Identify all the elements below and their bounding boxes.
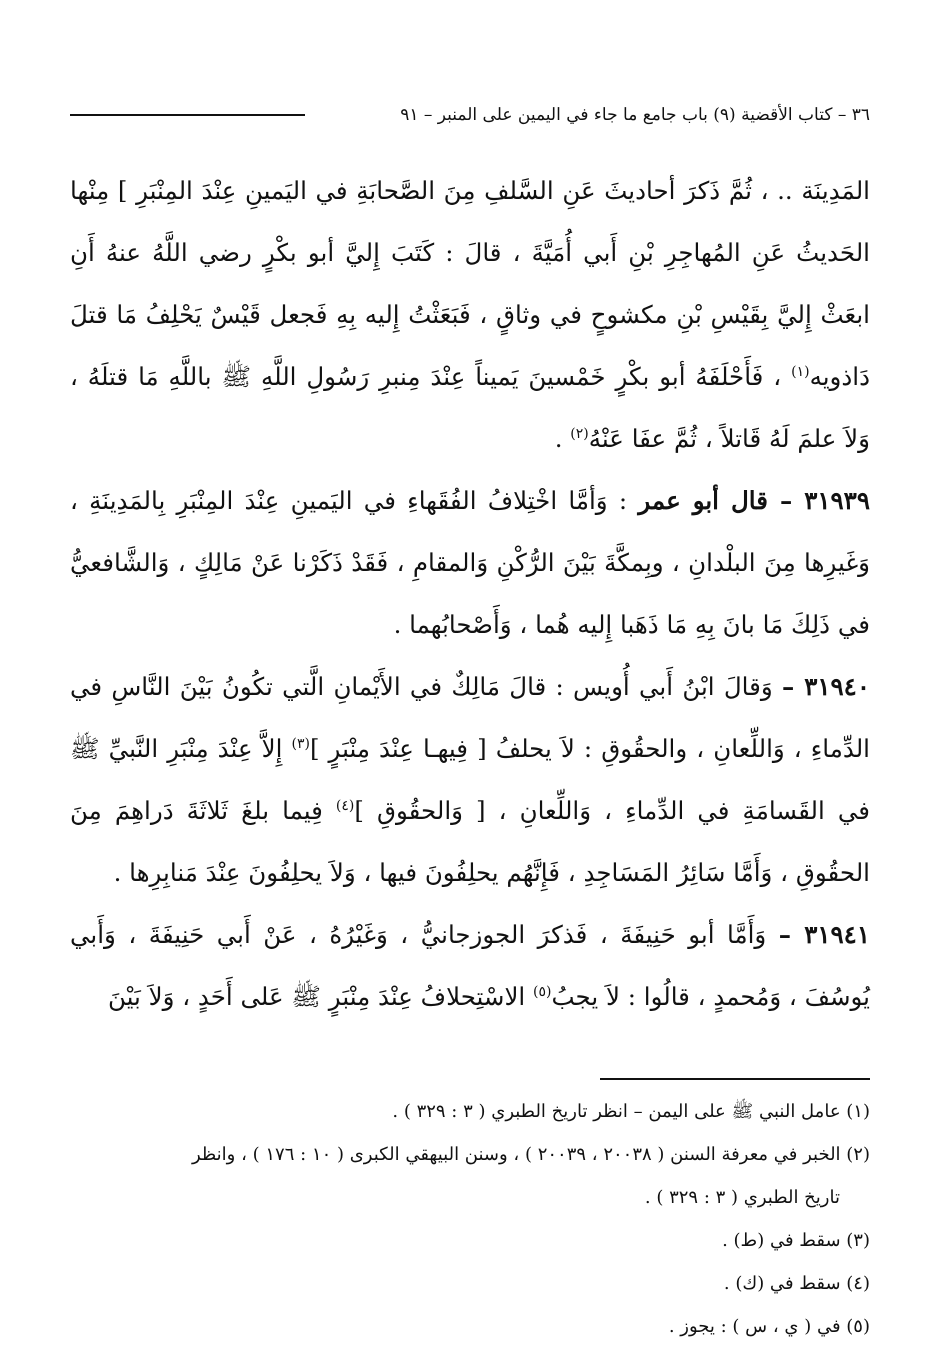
paragraph-text: ، فَأَحْلَفَهُ أبو بكْرٍ خَمْسينَ يَميناً عِنْدَ مِنبرِ رَسُولِ اللَّهِ ﷺ باللَّهِ مَا قتلَهُ ، وَلاَ علمَ لَهُ قَاتلاً ، ثُمَّ عفَا عَنْهُ (70, 362, 870, 453)
paragraph-text: فِيما بلغَ ثَلاثَةَ دَراهِمَ مِنَ الحقُوقِ ، وَأَمَّا سَائِرُ المَسَاجِدِ ، فَإِنَّهُم يحلِفُونَ فيها ، وَلاَ يحلِفُونَ عِنْدَ مَنابِرِها . (70, 796, 870, 887)
footnote-marker: (٤) (335, 797, 355, 814)
paragraph-text: . (554, 424, 571, 453)
footnote-1: (١) عامل النبي ﷺ على اليمن – انظر تاريخ الطبري ( ٣ : ٣٢٩ ) . (392, 1101, 870, 1122)
book-page (70, 90, 870, 1360)
paragraph-text: المَدِينَة .. ، ثُمَّ ذَكرَ أحاديثَ عَنِ السَّلفِ مِنَ الصَّحابَةِ في اليَمينِ عِنْدَ المِنْبَرِ ] مِنْها الحَديثُ عَنِ المُهاجِرِ بْنِ أَبي أُمَيَّةَ ، قالَ : كَتَبَ إِليَّ أبو بكْرٍ رضي اللَّهُ عنهُ أَنِ ابعَثْ إِليَّ بِقَيْسِ بْنِ مكشوحٍ في وثاقٍ ، فَبَعَثْتُ إِليه بِهِ فَجعل قَيْسٌ يَحْلِفُ مَا قتلَ دَاذويه (70, 176, 870, 391)
footnote-5: (٥) في ( ي ، س ) : يجوز . (668, 1316, 870, 1337)
paragraph-text: وَأَمَّا أبو حَنِيفَةَ ، فَذكرَ الجوزجانيُّ ، وَغَيْرُهُ ، عَنْ أَبي حَنِيفَةَ ، وَأَبي يُوسُفَ ، وَمُحمدٍ ، قالُوا : لاَ يجبُ (70, 920, 870, 1011)
header-rule (70, 114, 305, 116)
paragraph-text: : وَأمَّا اخْتِلافُ الفُقَهاءِ في اليَمينِ عِنْدَ المِنْبَرِ بِالمَدِينَةِ ، وَغَيرِها مِنَ البلْدانِ ، وبِمكَّةَ بَيْنَ الرُّكْنِ وَالمقامِ ، فَقَدْ ذَكَرْنا عَنْ مَالِكٍ ، وَالشَّافعيُّ في ذَلِكَ مَا بانَ بِهِ مَا ذَهَبا إِليه هُما ، وَأَصْحابُهما . (70, 486, 870, 639)
paragraph-text: إِلاَّ عِنْدَ مِنْبَرِ النَّبيِّ ﷺ في القَسامَةِ في الدِّماءِ ، وَاللِّعانِ ، [ وَالحقُوقِ ] (70, 734, 870, 825)
footnote-marker: (٥) (533, 983, 552, 1000)
footnote-2-continuation: تاريخ الطبري ( ٣ : ٣٢٩ ) . (644, 1187, 840, 1208)
paragraph-31941 (70, 904, 870, 1028)
footnote-marker: (٣) (291, 735, 310, 752)
footnote-4: (٤) سقط في (ك) . (723, 1273, 870, 1294)
footnotes (70, 1090, 870, 1348)
paragraph-number: ٣١٩٤١ – (778, 920, 870, 949)
paragraph-31940 (70, 656, 870, 904)
paragraph-number: ٣١٩٤٠ – (781, 672, 870, 701)
footnote-rule (600, 1078, 870, 1080)
footnote-3: (٣) سقط في (ط) . (722, 1230, 870, 1251)
running-title: ٣٦ – كتاب الأقضية (٩) باب جامع ما جاء في اليمين على المنبر – ٩١ (400, 105, 870, 125)
speaker-name: قال أبو عمر (638, 486, 780, 515)
main-text (70, 160, 870, 1028)
page-header (70, 100, 870, 130)
paragraph-1 (70, 160, 870, 470)
footnote-2: (٢) الخبر في معرفة السنن ( ٢٠٠٣٨ ، ٢٠٠٣٩ ) ، وسنن البيهقي الكبرى ( ١٠ : ١٧٦ ) ، وانظر (191, 1144, 870, 1165)
paragraph-text: وَقالَ ابْنُ أَبي أُويس : قالَ مَالِكٌ في الأَيْمانِ الَّتي تكُونُ بَيْنَ النَّاسِ في الدِّماءِ ، وَاللِّعانِ ، والحقُوقِ : لاَ يحلفُ [ فِيهـا عِنْدَ مِنْبَرٍ ] (70, 672, 870, 763)
paragraph-number: ٣١٩٣٩ – (779, 486, 870, 515)
footnote-marker: (٢) (570, 425, 589, 442)
paragraph-text: الاسْتِحلافُ عِنْدَ مِنْبَرٍ ﷺ عَلى أَحَدٍ ، وَلاَ بَيْنَ (107, 982, 534, 1011)
paragraph-31939 (70, 470, 870, 656)
footnote-marker: (١) (791, 363, 810, 380)
